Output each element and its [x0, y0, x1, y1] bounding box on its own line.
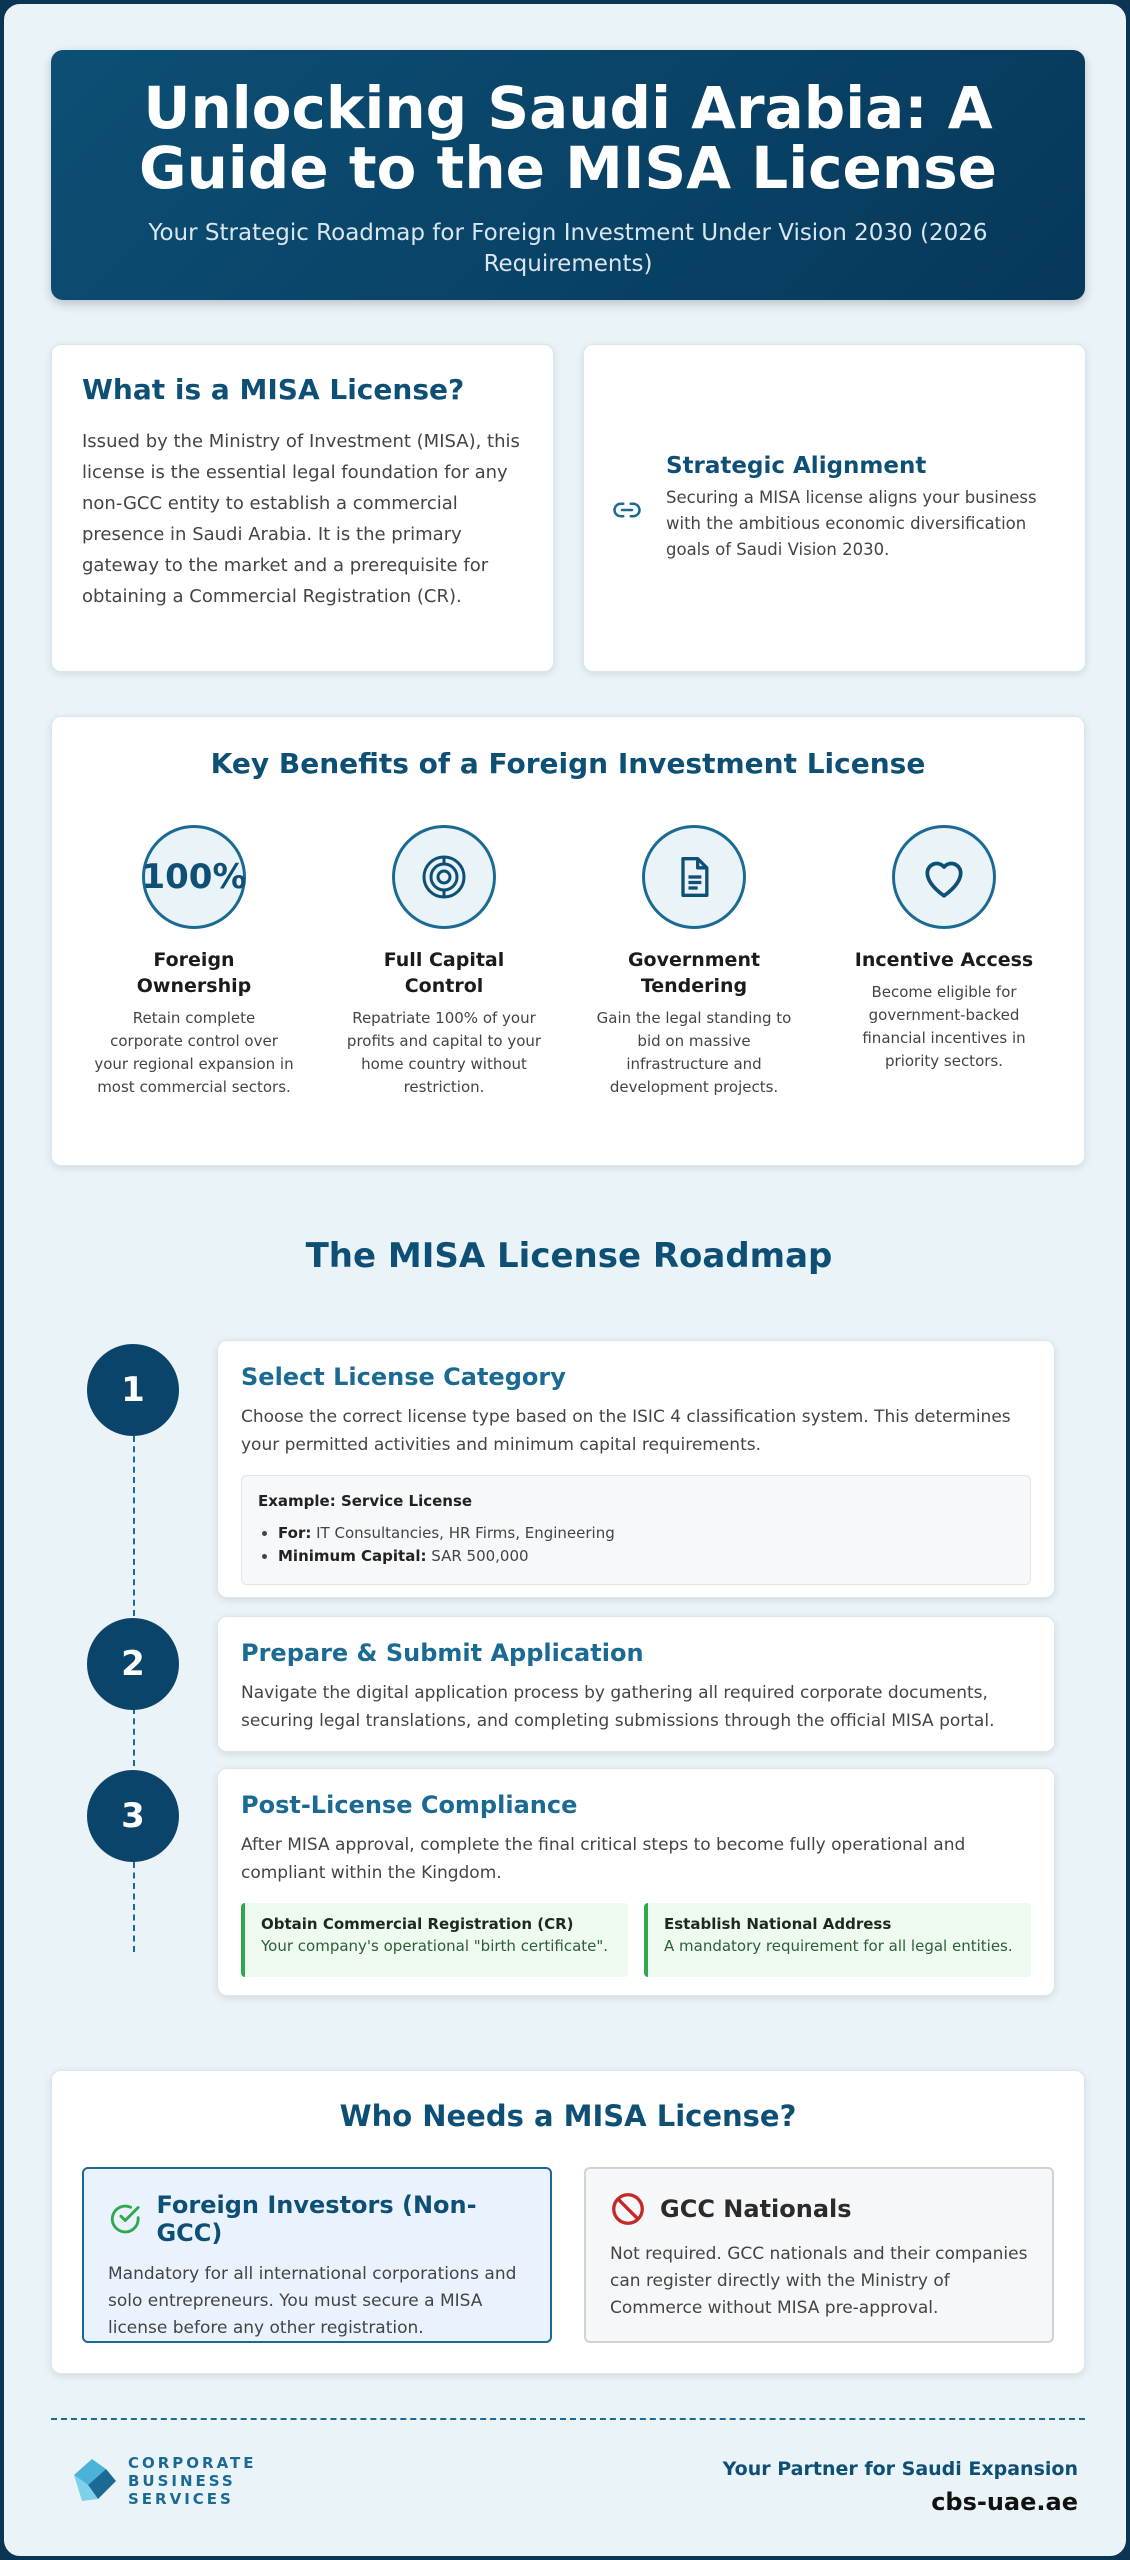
example-for-label: For:: [278, 1524, 312, 1542]
strategic-alignment-text: Securing a MISA license aligns your business with the ambitious economic diversification goals of Saudi Vision 2030.: [666, 488, 1037, 559]
roadmap-step-2: [217, 1616, 1055, 1752]
benefit-title: Foreign Ownership: [136, 949, 252, 997]
benefit-title: Full Capital Control: [383, 949, 505, 997]
roadmap-title: The MISA License Roadmap: [305, 1236, 833, 1276]
check-circle-icon: [108, 2201, 142, 2237]
benefit-text: Become eligible for government-backed financial incentives in priority sectors.: [862, 983, 1026, 1070]
step-title: Prepare & Submit Application: [241, 1639, 644, 1667]
step-text: After MISA approval, complete the final critical steps to become fully operational and compliant within the Kingdom.: [241, 1835, 966, 1883]
page-title: Unlocking Saudi Arabia: A Guide to the MISA License: [139, 74, 997, 202]
compliance-box-title: Establish National Address: [664, 1915, 892, 1933]
footer-contact: [723, 2458, 1078, 2516]
logo-text: CORPORATE: [128, 2454, 257, 2472]
who-needs-card: [51, 2070, 1085, 2374]
step-text: Navigate the digital application process by gathering all required corporate documents, securing legal translations, and completing submissions through the official MISA portal.: [241, 1683, 995, 1731]
step-title: Post-License Compliance: [241, 1791, 578, 1819]
example-item: [278, 1545, 1014, 1568]
capital-icon-circle: [392, 825, 496, 929]
capital-icon: [419, 852, 469, 902]
roadmap-step-1: [217, 1340, 1055, 1598]
ban-icon: [610, 2191, 646, 2227]
example-title: Example: Service License: [258, 1492, 473, 1510]
step-number: 3: [87, 1770, 179, 1862]
step-number: 2: [87, 1618, 179, 1710]
what-is-text: Issued by the Ministry of Investment (MISA), this license is the essential legal foundation for any non-GCC entity to establish a commercial presence in Saudi Arabia. It is the primary gateway to the market and a prerequisite for obtaining a Commercial Registration (CR).: [82, 431, 520, 607]
company-logo[interactable]: [70, 2454, 257, 2508]
percent-badge-label: 100%: [141, 857, 247, 897]
heart-icon: [919, 854, 969, 900]
logo-text: BUSINESS: [128, 2472, 236, 2490]
benefit-capital-control: [344, 825, 544, 1099]
benefit-foreign-ownership: [94, 825, 294, 1099]
benefit-incentive-access: [844, 825, 1044, 1073]
benefits-title: Key Benefits of a Foreign Investment License: [210, 747, 926, 780]
option-gcc-nationals: [584, 2167, 1054, 2343]
logo-text: SERVICES: [128, 2490, 234, 2508]
footer-url-link[interactable]: cbs-uae.ae: [931, 2488, 1078, 2516]
example-for-value: IT Consultancies, HR Firms, Engineering: [316, 1524, 615, 1542]
page-subtitle: Your Strategic Roadmap for Foreign Investment Under Vision 2030 (2026 Requirements): [148, 220, 988, 277]
timeline-connector: [133, 1862, 135, 1952]
compliance-box-text: Your company's operational "birth certificate".: [261, 1937, 609, 1955]
document-icon: [672, 853, 716, 901]
compliance-box-cr: [241, 1903, 628, 1977]
option-text: Not required. GCC nationals and their companies can register directly with the Ministry of Commerce without MISA pre-approval.: [610, 2244, 1028, 2318]
heart-icon-circle: [892, 825, 996, 929]
benefit-text: Repatriate 100% of your profits and capital to your home country without restriction.: [346, 1009, 542, 1096]
compliance-box-text: A mandatory requirement for all legal entities.: [664, 1937, 1013, 1955]
option-foreign-investors: [82, 2167, 552, 2343]
example-capital-value: SAR 500,000: [431, 1547, 529, 1565]
footer-divider: [51, 2418, 1085, 2420]
step-number: 1: [87, 1344, 179, 1436]
what-is-title: What is a MISA License?: [82, 373, 465, 406]
page: [2, 2, 1128, 2558]
percent-badge: [142, 825, 246, 929]
timeline-connector: [133, 1708, 135, 1766]
who-needs-title: Who Needs a MISA License?: [339, 2099, 797, 2133]
compliance-box-title: Obtain Commercial Registration (CR): [261, 1915, 574, 1933]
option-title: GCC Nationals: [660, 2195, 852, 2223]
document-icon-circle: [642, 825, 746, 929]
benefit-text: Retain complete corporate control over your regional expansion in most commercial sectors.: [94, 1009, 294, 1096]
link-icon: [612, 495, 642, 525]
footer-tagline: Your Partner for Saudi Expansion: [722, 2458, 1078, 2480]
benefits-card: [51, 716, 1085, 1166]
benefit-title: Government Tendering: [627, 949, 761, 997]
example-item: [278, 1522, 1014, 1545]
step-text: Choose the correct license type based on the ISIC 4 classification system. This determines your permitted activities and minimum capital requirements.: [241, 1407, 1011, 1455]
compliance-box-address: [644, 1903, 1031, 1977]
benefit-text: Gain the legal standing to bid on massive infrastructure and development projects.: [596, 1009, 792, 1096]
hero-banner: [51, 50, 1085, 300]
benefit-title: Incentive Access: [854, 949, 1034, 971]
option-title: Foreign Investors (Non-GCC): [156, 2191, 477, 2247]
what-is-card: [51, 344, 554, 672]
benefit-government-tendering: [594, 825, 794, 1099]
timeline-connector: [133, 1436, 135, 1616]
step-title: Select License Category: [241, 1363, 566, 1391]
example-box: [241, 1475, 1031, 1585]
roadmap-step-3: [217, 1768, 1055, 1996]
strategic-alignment-card: [583, 344, 1086, 672]
logo-mark-icon: [70, 2455, 120, 2507]
option-text: Mandatory for all international corporations and solo entrepreneurs. You must secure a MISA license before any other registration.: [108, 2264, 517, 2338]
example-capital-label: Minimum Capital:: [278, 1547, 427, 1565]
strategic-alignment-title: Strategic Alignment: [666, 453, 927, 479]
